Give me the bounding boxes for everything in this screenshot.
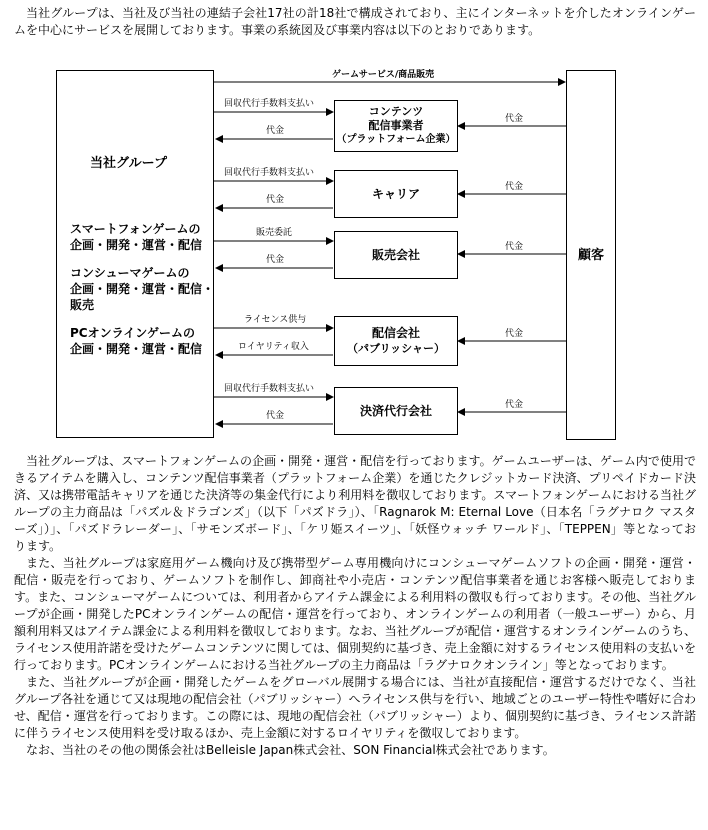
business-description bbox=[14, 453, 696, 759]
paragraph-affiliates: なお、当社のその他の関係会社はBelleisle Japan株式会社、SON Financial株式会社であります。 bbox=[26, 743, 555, 757]
platform-box bbox=[334, 100, 458, 152]
paragraph-smartphone: 当社グループは、スマートフォンゲームの企画・開発・運営・配信を行っております。ゲームユーザーは、ゲーム内で使用できるアイテムを購入し、コンテンツ配信事業者（プラットフォーム企業）を通じたクレジットカード決済、プリペイドカード決済、又は携帯電話キャリアを通じた決済等の集金代行により利用料を徴収しております。スマートフォンゲームにおける当社グループの主力商品は「パズル＆ドラゴンズ」（以下「パズドラ」）、「Ragnarok M: Eternal Love（日本名「ラグナロク マスターズ」）」、「パズドラレーダー」、「サモンズボード」、「ケリ姫スイーツ」、「妖怪ウォッチ ワールド」、「TEPPEN」等となっております。 bbox=[14, 454, 696, 553]
segment-smartphone-2: 企画・開発・運営・配信 bbox=[70, 238, 203, 252]
label-publisher-back: ロイヤリティ収入 bbox=[238, 342, 309, 352]
platform-line-3: （プラットフォーム企業） bbox=[336, 134, 456, 145]
label-carrier-to: 回収代行手数料支払い bbox=[224, 168, 315, 178]
publisher-line-2: （パブリッシャー） bbox=[347, 342, 445, 355]
label-publisher-to: ライセンス供与 bbox=[244, 315, 307, 325]
label-platform-back: 代金 bbox=[266, 126, 285, 136]
paragraph-global: また、当社グループが企画・開発したゲームをグローバル展開する場合には、当社が直接配信・運営するだけでなく、当社グループ各社を通じて又は現地の配信会社（パブリッシャー）へライセンス供与を行い、地域ごとのユーザー特性や嗜好に合わせ、配信・運営を行っております。この際には、現地の配信会社（パブリッシャー）より、個別契約に基づき、ライセンス許諾に伴うライセンス使用料を受け取るほか、売上金額に対するロイヤリティを徴収しております。 bbox=[14, 675, 696, 740]
segment-consumer-3: 販売 bbox=[70, 298, 95, 312]
label-payment-to: 回収代行手数料支払い bbox=[224, 384, 315, 394]
segment-pc-1: PCオンラインゲームの bbox=[70, 326, 196, 340]
carrier-label: キャリア bbox=[371, 186, 420, 201]
segment-consumer-1: コンシューマゲームの bbox=[70, 266, 190, 280]
customer-label: 顧客 bbox=[577, 247, 604, 263]
customer-box bbox=[566, 70, 616, 440]
platform-line-1: コンテンツ bbox=[368, 105, 424, 118]
label-platform-customer: 代金 bbox=[505, 114, 524, 124]
sales-label: 販売会社 bbox=[371, 247, 420, 262]
publisher-line-1: 配信会社 bbox=[371, 326, 420, 340]
segment-smartphone-1: スマートフォンゲームの bbox=[70, 222, 201, 236]
label-payment-customer: 代金 bbox=[505, 400, 524, 410]
paragraph-consumer-pc: また、当社グループは家庭用ゲーム機向け及び携帯型ゲーム専用機向けにコンシューマゲームソフトの企画・開発・運営・配信・販売を行っており、ゲームソフトを制作し、卸商社や小売店・コンテンツ配信事業者を通じお客様へ販売しております。また、コンシューマゲームについては、利用者からアイテム課金による利用料の徴収も行っております。その他、当社グループが企画・開発したPCオンラインゲームの配信・運営を行っており、オンラインゲームの利用者（一般ユーザー）から、月額利用料又はアイテム課金による利用料を徴収しております。なお、当社グループが配信・運営するオンラインゲームのうち、ライセンス使用許諾を受けたゲームコンテンツに関しては、個別契約に基づき、売上金額に対するライセンス使用料の支払いを行っております。PCオンラインゲームにおける当社グループの主力商品は「ラグナロクオンライン」等となっております。 bbox=[14, 556, 696, 672]
label-publisher-customer: 代金 bbox=[505, 329, 524, 339]
label-carrier-customer: 代金 bbox=[505, 182, 524, 192]
payment-label: 決済代行会社 bbox=[359, 403, 432, 418]
carrier-box bbox=[334, 170, 458, 218]
label-carrier-back: 代金 bbox=[266, 195, 285, 205]
publisher-box bbox=[334, 316, 458, 366]
top-arrow-label: ゲームサービス/商品販売 bbox=[332, 70, 435, 80]
sales-box bbox=[334, 231, 458, 279]
label-platform-to: 回収代行手数料支払い bbox=[224, 99, 315, 109]
payment-box bbox=[334, 387, 458, 435]
segment-pc-2: 企画・開発・運営・配信 bbox=[70, 342, 203, 356]
group-title: 当社グループ bbox=[90, 156, 167, 171]
label-sales-back: 代金 bbox=[266, 255, 285, 265]
label-sales-to: 販売委託 bbox=[256, 228, 293, 238]
group-box bbox=[56, 70, 214, 438]
platform-line-2: 配信事業者 bbox=[368, 119, 424, 132]
label-payment-back: 代金 bbox=[266, 411, 285, 421]
segment-consumer-2: 企画・開発・運営・配信・ bbox=[70, 282, 215, 296]
intro-text: 当社グループは、当社及び当社の連結子会社17社の計18社で構成されており、主にインターネットを介したオンラインゲームを中心にサービスを展開しております。事業の系統図及び事業内容は以下のとおりであります。 bbox=[14, 6, 696, 37]
label-sales-customer: 代金 bbox=[505, 242, 524, 252]
